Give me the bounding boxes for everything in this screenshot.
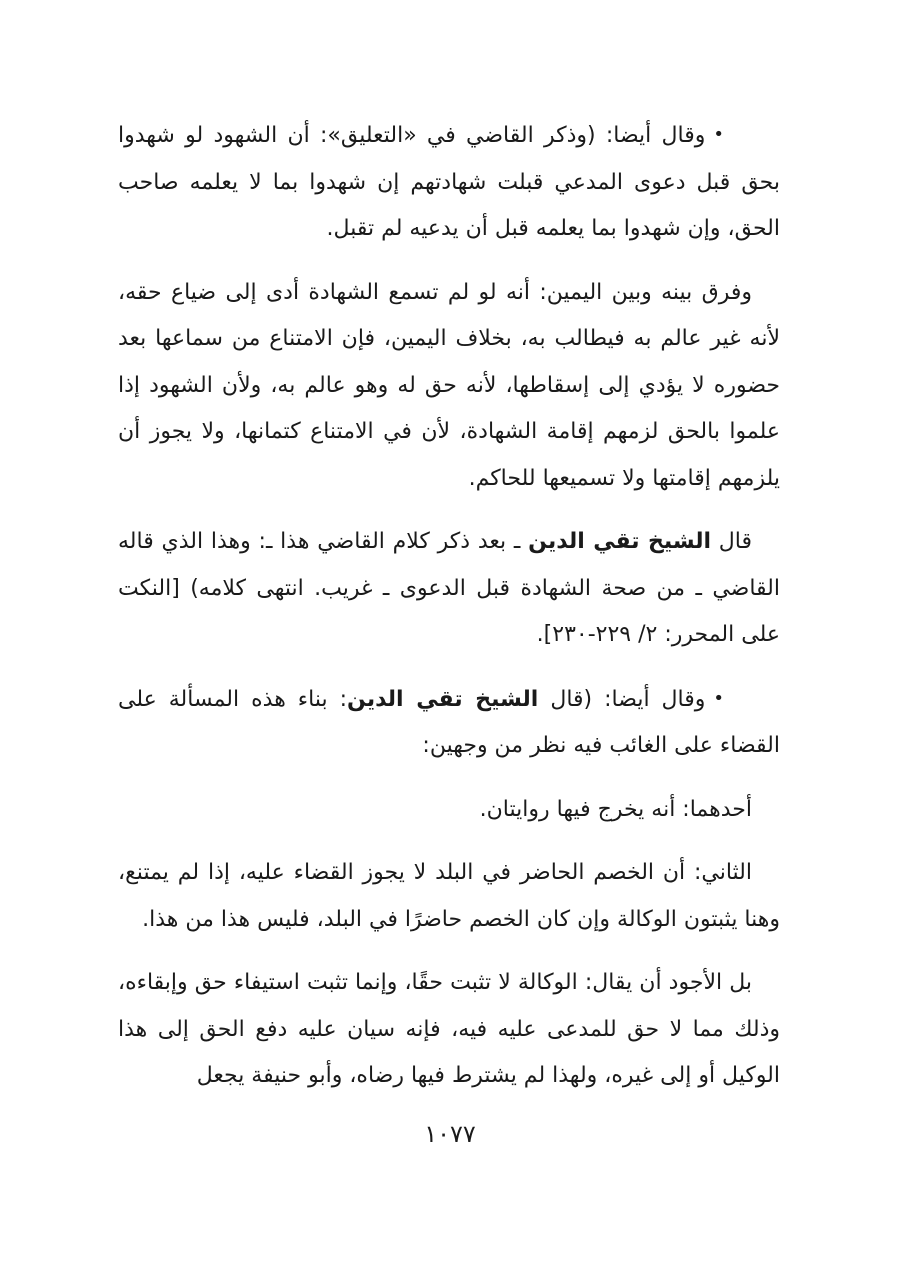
paragraph-text: أحدهما: أنه يخرج فيها روايتان. — [479, 796, 752, 822]
paragraph-6 — [118, 850, 780, 943]
paragraph-text: وفرق بينه وبين اليمين: أنه لو لم تسمع الشهادة أدى إلى ضياع حقه، لأنه غير عالم به فيطالب به، بخلاف اليمين، فإن الامتناع من سماعها بعد حضوره لا يؤدي إلى إسقاطها، لأنه حق له وهو عالم به، ولأن الشهود إذا علموا بالحق لزمهم إقامة الشهادة، لأن في الامتناع كتمانها، ولا يجوز أن يلزمهم إقامتها ولا تسميعها للحاكم. — [118, 279, 780, 491]
paragraph-7 — [118, 960, 780, 1100]
bold-name: الشيخ تقي الدين — [528, 529, 712, 554]
paragraph-lead: قال — [711, 529, 753, 554]
paragraph-5 — [118, 787, 780, 834]
paragraph-text: الثاني: أن الخصم الحاضر في البلد لا يجوز القضاء عليه، إذا لم يمتنع، وهنا يثبتون الوكالة وإن كان الخصم حاضرًا في البلد، فليس هذا من هذا. — [118, 860, 780, 932]
page-number: ١٠٧٧ — [424, 1120, 476, 1148]
paragraph-text: وقال أيضا: (وذكر القاضي في «التعليق»: أن الشهود لو شهدوا بحق قبل دعوى المدعي قبلت شهادتهم إن شهدوا بما لا يعلمه صاحب الحق، وإن شهدوا بما يعلمه قبل أن يدعيه لم تقبل. — [118, 123, 780, 241]
paragraph-1 — [118, 112, 780, 253]
bullet-marker: • — [713, 124, 724, 145]
paragraph-4 — [118, 676, 780, 770]
page-body — [118, 112, 780, 1117]
paragraph-text: بل الأجود أن يقال: الوكالة لا تثبت حقًا، وإنما تثبت استيفاء حق وإبقاءه، وذلك مما لا حق للمدعى عليه فيه، فإنه سيان عليه دفع الحق إلى هذا الوكيل أو إلى غيره، ولهذا لم يشترط فيها رضاه، وأبو حنيفة يجعل — [118, 970, 780, 1088]
paragraph-lead: وقال أيضا: (قال — [538, 686, 706, 712]
paragraph-2 — [118, 270, 780, 503]
paragraph-text: ـ بعد ذكر كلام القاضي هذا ـ: وهذا الذي قاله القاضي ـ من صحة الشهادة قبل الدعوى ـ غريب. انتهى كلامه) [النكت على المحرر: ٢/ ٢٢٩-٢٣٠]. — [118, 529, 780, 647]
bullet-marker: • — [713, 687, 725, 709]
bold-name: الشيخ تقي الدين — [347, 686, 539, 712]
paragraph-text: : بناء هذه المسألة على القضاء على الغائب فيه نظر من وجهين: — [118, 686, 780, 758]
paragraph-3 — [118, 519, 780, 659]
